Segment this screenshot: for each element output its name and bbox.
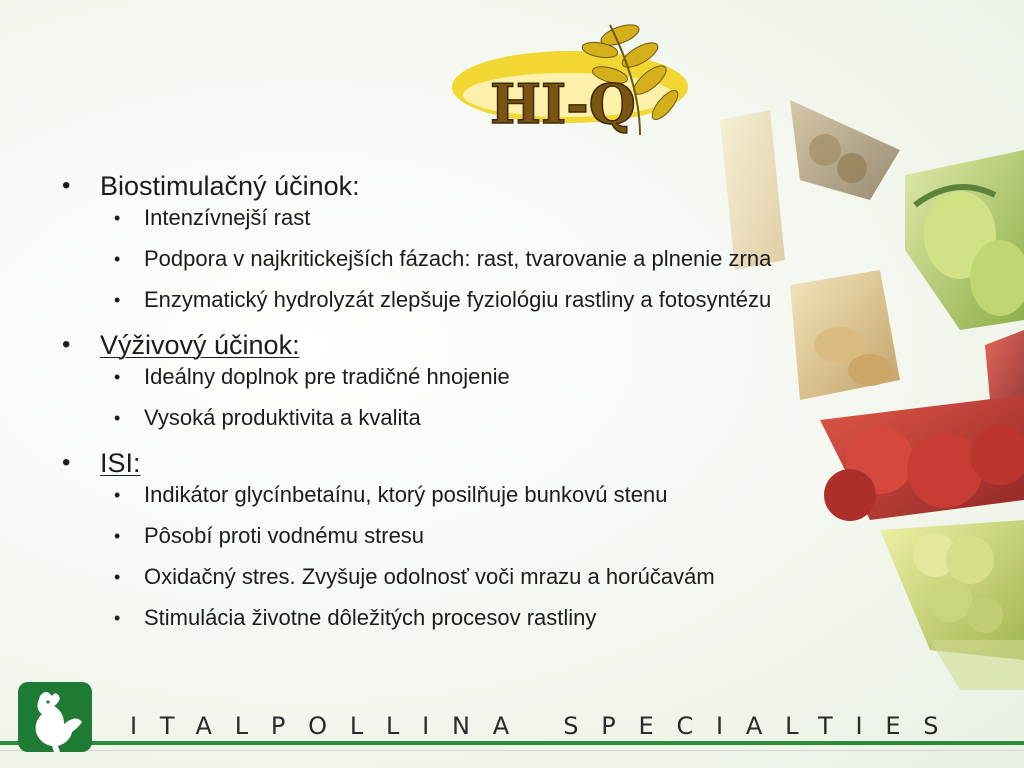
section-heading: Výživový účinok:: [100, 330, 300, 360]
bullet-icon: •: [114, 367, 121, 387]
bullet-icon: •: [62, 331, 71, 358]
sub-item: [100, 286, 940, 314]
sub-item-text: Oxidačný stres. Zvyšuje odolnosť voči mrazu a horúčavám: [144, 564, 715, 589]
bullet-icon: •: [62, 449, 71, 476]
bullet-icon: •: [114, 208, 121, 228]
sub-item-text: Ideálny doplnok pre tradičné hnojenie: [144, 364, 510, 389]
sub-item: [100, 245, 940, 273]
sub-item: [100, 363, 940, 391]
brand-word: ITALPOLLINA: [130, 712, 533, 740]
section-heading: Biostimulačný účinok:: [100, 171, 360, 201]
sub-item-text: Pôsobí proti vodnému stresu: [144, 523, 425, 548]
sub-item-text: Intenzívnejší rast: [144, 205, 311, 230]
hi-q-logo: [450, 5, 715, 155]
bullet-icon: •: [114, 249, 121, 269]
content: [60, 168, 940, 645]
sub-item: [100, 481, 940, 509]
bullet-icon: •: [114, 567, 121, 587]
sub-item: [100, 522, 940, 550]
section-item: [60, 327, 940, 432]
sub-item-text: Podpora v najkritickejších fázach: rast, tvarovanie a plnenie zrna: [144, 246, 772, 271]
sub-list: [100, 204, 940, 314]
sub-list: [100, 363, 940, 432]
bullet-icon: •: [114, 485, 121, 505]
section-heading: ISI:: [100, 448, 141, 478]
sub-item: [100, 404, 940, 432]
rooster-icon: [18, 682, 92, 752]
bullet-icon: •: [114, 408, 121, 428]
bullet-icon: •: [114, 290, 121, 310]
sub-item: [100, 563, 940, 591]
sub-item-text: Indikátor glycínbetaínu, ktorý posilňuje bunkovú stenu: [144, 482, 668, 507]
sub-item: [100, 204, 940, 232]
sub-list: [100, 481, 940, 632]
section-item: [60, 445, 940, 632]
sub-item-text: Enzymatický hydrolyzát zlepšuje fyziológiu rastliny a fotosyntézu: [144, 287, 772, 312]
brand-wordmark: [130, 706, 960, 746]
sub-item-text: Vysoká produktivita a kvalita: [144, 405, 421, 430]
brand-word: SPECIALTIES: [563, 712, 962, 740]
sub-item-text: Stimulácia životne dôležitých procesov rastliny: [144, 605, 597, 630]
bullet-icon: •: [114, 526, 121, 546]
bullet-icon: •: [114, 608, 121, 628]
sub-item: [100, 604, 940, 632]
bullet-icon: •: [62, 172, 71, 199]
bullet-list: [60, 168, 940, 632]
rooster-logo: [18, 682, 92, 752]
footer-line-thin: [0, 750, 1024, 751]
logo-text: HI-Q: [490, 72, 636, 136]
section-item: [60, 168, 940, 314]
